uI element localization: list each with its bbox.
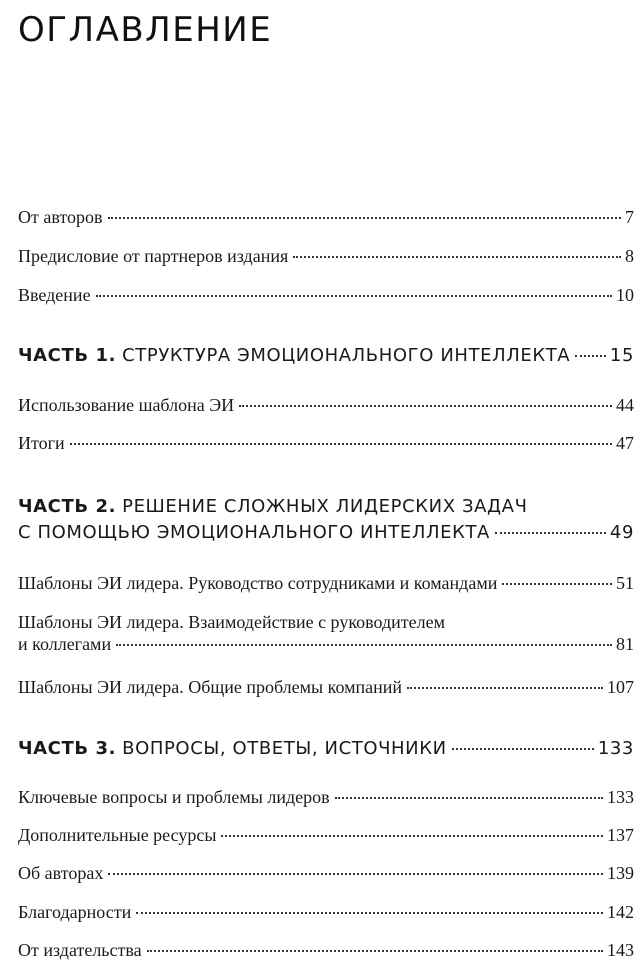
- toc-entry-text: Шаблоны ЭИ лидера. Общие проблемы компаний: [18, 677, 403, 697]
- toc-entry-summary[interactable]: [18, 432, 634, 454]
- dot-leader: [575, 355, 606, 357]
- toc-page-number: 8: [625, 246, 634, 266]
- toc-entry-text-line-1: Шаблоны ЭИ лидера. Взаимодействие с руководителем: [18, 612, 446, 632]
- toc-entry-text: Дополнительные ресурсы: [18, 825, 217, 845]
- toc-entry-text: Использование шаблона ЭИ: [18, 395, 235, 415]
- toc-page-number: 15: [609, 345, 634, 366]
- dot-leader: [293, 256, 621, 258]
- dot-leader: [136, 912, 603, 914]
- dot-leader: [495, 532, 606, 534]
- toc-entry-from-publisher[interactable]: [18, 939, 634, 961]
- dot-leader: [96, 295, 612, 297]
- toc-page-number: 142: [607, 902, 634, 922]
- toc-entry-company-problems[interactable]: [18, 676, 634, 698]
- part-title-line-2: С ПОМОЩЬЮ ЭМОЦИОНАЛЬНОГО ИНТЕЛЛЕКТА: [18, 522, 490, 543]
- toc-entry-introduction[interactable]: [18, 284, 634, 306]
- toc-entry-text: Введение: [18, 285, 91, 305]
- dot-leader: [239, 405, 612, 407]
- dot-leader: [502, 583, 612, 585]
- dot-leader: [407, 687, 603, 689]
- toc-entry-text: Ключевые вопросы и проблемы лидеров: [18, 787, 330, 807]
- toc-page-number: 51: [616, 573, 634, 593]
- dot-leader: [116, 644, 612, 646]
- toc-entry-text: От авторов: [18, 207, 103, 227]
- dot-leader: [452, 748, 594, 750]
- toc-page-number: 49: [609, 522, 634, 543]
- toc-page-number: 133: [607, 787, 634, 807]
- page-title: ОГЛАВЛЕНИЕ: [18, 10, 273, 50]
- toc-page-number: 7: [625, 207, 634, 227]
- dot-leader: [335, 797, 603, 799]
- part-title: ВОПРОСЫ, ОТВЕТЫ, ИСТОЧНИКИ: [122, 738, 447, 759]
- toc-entry-key-questions[interactable]: [18, 786, 634, 808]
- dot-leader: [108, 873, 603, 875]
- part-label: ЧАСТЬ 2.: [18, 496, 117, 517]
- part-title: СТРУКТУРА ЭМОЦИОНАЛЬНОГО ИНТЕЛЛЕКТА: [122, 345, 571, 366]
- toc-page: [18, 0, 634, 972]
- toc-page-number: 139: [607, 863, 634, 883]
- toc-page-number: 44: [616, 395, 634, 415]
- toc-page-number: 133: [597, 738, 634, 759]
- toc-page-number: 81: [616, 634, 634, 654]
- part-title-line-1: РЕШЕНИЕ СЛОЖНЫХ ЛИДЕРСКИХ ЗАДАЧ: [122, 496, 528, 517]
- dot-leader: [221, 835, 603, 837]
- toc-entry-acknowledgements[interactable]: [18, 901, 634, 923]
- toc-part-2-heading[interactable]: [18, 494, 634, 546]
- dot-leader: [70, 443, 612, 445]
- toc-entry-text: Об авторах: [18, 863, 104, 883]
- toc-entry-text: Шаблоны ЭИ лидера. Руководство сотрудниками и командами: [18, 573, 498, 593]
- toc-entry-text: От издательства: [18, 940, 142, 960]
- toc-entry-from-authors[interactable]: [18, 206, 634, 228]
- toc-entry-additional-resources[interactable]: [18, 824, 634, 846]
- toc-entry-text: Итоги: [18, 433, 65, 453]
- toc-page-number: 10: [616, 285, 634, 305]
- toc-entry-staff-and-teams[interactable]: [18, 572, 634, 594]
- toc-part-3-heading[interactable]: [18, 736, 634, 762]
- toc-page-number: 137: [607, 825, 634, 845]
- toc-entry-preface[interactable]: [18, 245, 634, 267]
- toc-part-1-heading[interactable]: [18, 343, 634, 369]
- dot-leader: [108, 217, 621, 219]
- toc-entry-manager-and-colleagues[interactable]: [18, 611, 634, 655]
- part-label: ЧАСТЬ 3.: [18, 738, 117, 759]
- toc-entry-about-authors[interactable]: [18, 862, 634, 884]
- part-label: ЧАСТЬ 1.: [18, 345, 117, 366]
- toc-page-number: 107: [607, 677, 634, 697]
- toc-entry-ei-template-usage[interactable]: [18, 394, 634, 416]
- toc-entry-text-line-2: и коллегами: [18, 634, 112, 654]
- toc-page-number: 143: [607, 940, 634, 960]
- dot-leader: [147, 950, 603, 952]
- toc-entry-text: Предисловие от партнеров издания: [18, 246, 289, 266]
- toc-entry-text: Благодарности: [18, 902, 132, 922]
- toc-page-number: 47: [616, 433, 634, 453]
